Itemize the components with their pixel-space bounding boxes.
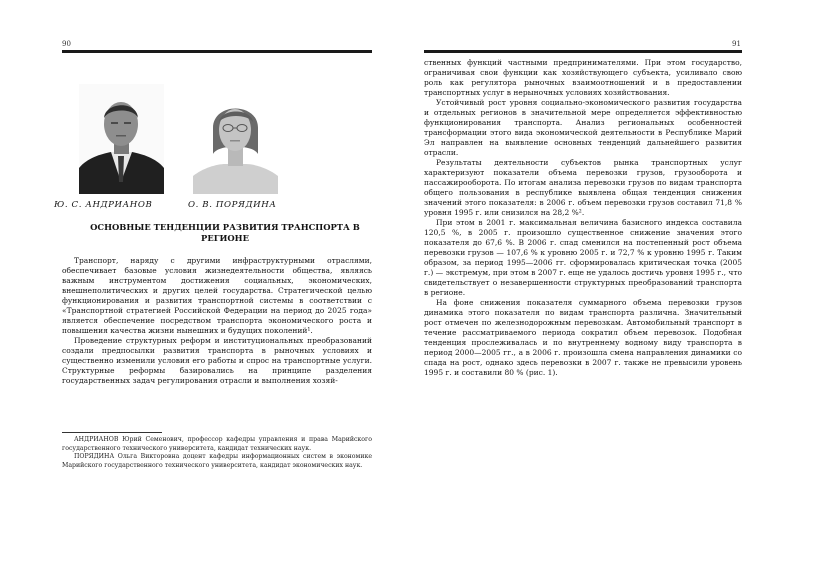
- footnote: ПОРЯДИНА Ольга Викторовна доцент кафедры информационных систем в экономике Марийского государственного технического университета, кандидат экономических наук.: [62, 453, 372, 469]
- footnotes: [62, 436, 372, 470]
- article-title: ОСНОВНЫЕ ТЕНДЕНЦИИ РАЗВИТИЯ ТРАНСПОРТА В РЕГИОНЕ: [90, 222, 360, 243]
- paragraph: На фоне снижения показателя суммарного объема перевозки грузов динамика этого показателя по видам транспорта различна. Значительный рост отмечен по железнодорожным перевозкам. Автомобильный транспорт в течение рассматриваемого периода сократил объем перевозок. Подобная тенденция прослеживалась и по внутреннему водному виду транспорта в период 2000—2005 гг., а в 2006 г. произошла смена направления динамики со спада на рост, однако здесь перевозки в 2007 г. также не превысили уровень 1995 г. и составили 80 % (рис. 1).: [424, 298, 742, 377]
- author-name-1: Ю. С. АНДРИАНОВ: [54, 200, 153, 210]
- footnote-rule: [62, 432, 162, 433]
- paragraph: Транспорт, наряду с другими инфраструктурными отраслями, обеспечивает базовые условия жизнедеятельности общества, являясь важным инструментом достижения социальных, экономических, внешнеполитических и других целей государства. Стратегической целью функционирования и развития транспортной системы в соответствии с «Транспортной стратегией Российской Федерации на период до 2025 года» является обеспечение посредством транспорта экономического роста и повышения качества жизни нынешних и будущих поколений¹.: [62, 256, 372, 335]
- right-page: [410, 0, 820, 580]
- page-number-left: 90: [62, 40, 71, 48]
- paragraph: Устойчивый рост уровня социально-экономического развития государства и отдельных регионов в значительной мере определяется эффективностью функционирования транспорта. Анализ региональных особенностей трансформации этого вида экономической деятельности в Республике Марий Эл направлен на выявление основных тенденций дальнейшего развития отрасли.: [424, 98, 742, 157]
- right-body-text: [424, 58, 742, 378]
- paragraph: При этом в 2001 г. максимальная величина базисного индекса составила 120,5 %, в 2005 г. произошло существенное снижение значения этого показателя до 67,6 %. В 2006 г. спад сменился на постепенный рост объема перевозки грузов — 107,6 % к уровню 2005 г. и 72,7 % к уровню 1995 г. Таким образом, за период 1995—2006 гг. сформировалась критическая точка (2005 г.) — экстремум, при этом в 2007 г. еще не удалось достичь уровня 1995 г., что свидетельствует о незавершенности структурных преобразований транспорта в регионе.: [424, 218, 742, 297]
- page-number-right: 91: [732, 40, 741, 48]
- left-body-text: [62, 256, 372, 386]
- footnote: АНДРИАНОВ Юрий Семенович, профессор кафедры управления и права Марийского государственного технического университета, кандидат технических наук.: [62, 436, 372, 452]
- author-photo-andrianov: [79, 84, 164, 194]
- paragraph: ственных функций частными предпринимателями. При этом государство, ограничивая свои функции как хозяйствующего субъекта, усиливало свою роль как регулятора рыночных взаимоотношений и в предоставлении транспортных услуг в нерыночных условиях хозяйствования.: [424, 58, 742, 97]
- paragraph: Проведение структурных реформ и институциональных преобразований создали предпосылки развития транспорта в рыночных условиях и существенно изменили условия его работы и спрос на транспортные услуги. Структурные реформы базировались на принципе разделения государственных задач регулирования отрасли и выполнения хозяй-: [62, 336, 372, 385]
- author-name-2: О. В. ПОРЯДИНА: [188, 200, 277, 210]
- header-rule-right: [424, 50, 742, 53]
- author-photo-poryadina: [193, 84, 278, 194]
- header-rule-left: [62, 50, 372, 53]
- paragraph: Результаты деятельности субъектов рынка транспортных услуг характеризуют показатели объема перевозки грузов, грузооборота и пассажирооборота. По итогам анализа перевозки грузов по видам транспорта общего пользования в республике выявлена общая тенденция снижения значений этого показателя: в 2006 г. объем перевозки грузов составил 71,8 % уровня 1995 г. или снизился на 28,2 %².: [424, 158, 742, 217]
